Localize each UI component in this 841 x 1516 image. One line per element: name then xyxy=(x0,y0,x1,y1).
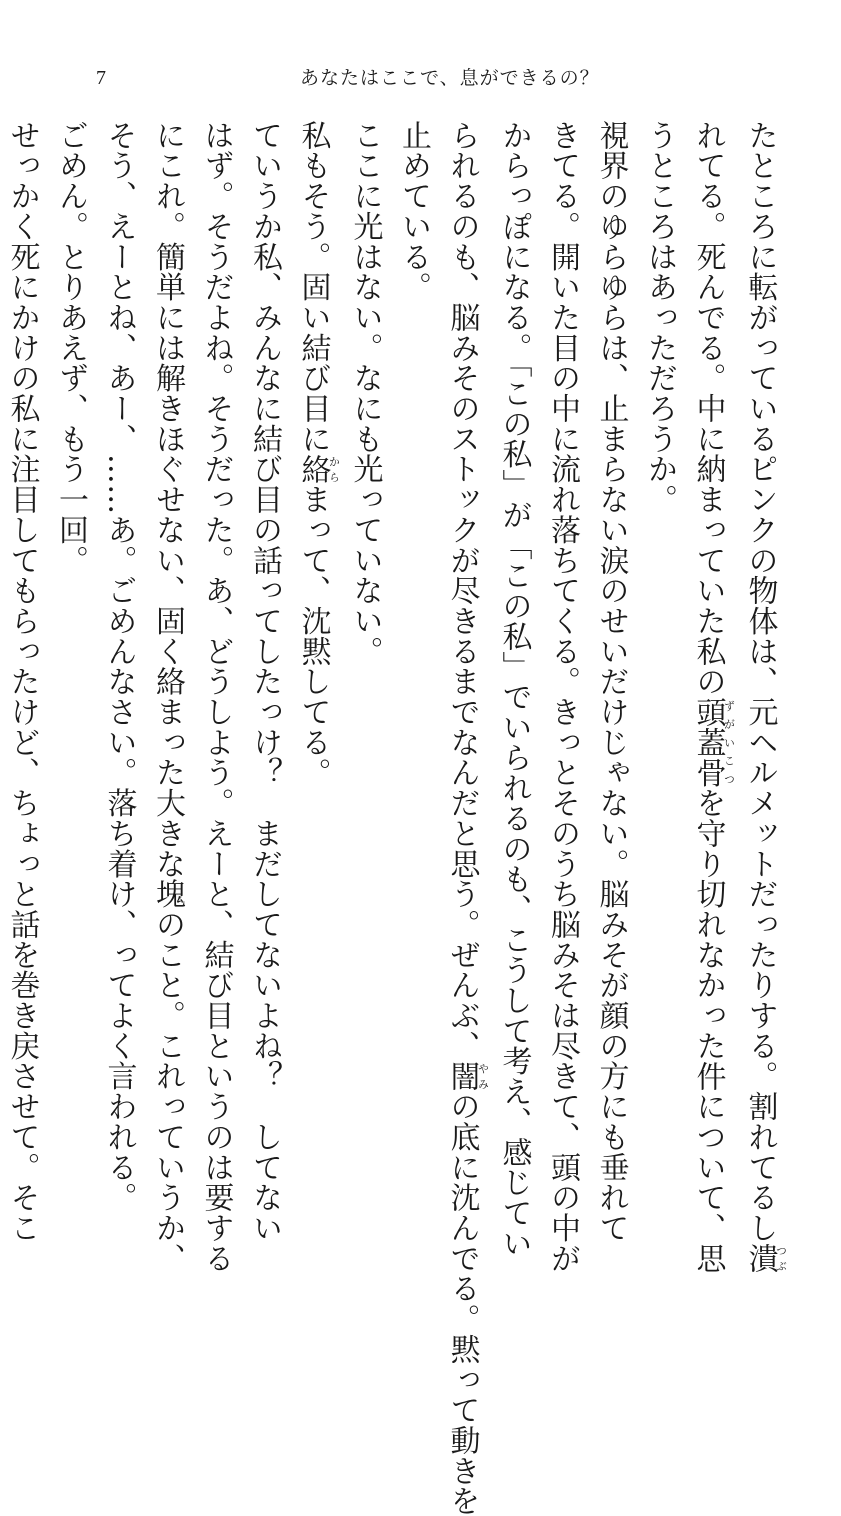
text-line-11: ていうか私、みんなに結び目の話ってしたっけ？ まだしてないよね？ してない xyxy=(247,120,282,1243)
text-line-8: 止めている。 xyxy=(396,120,431,303)
text-line-2: れてる。死んでる。中に納まっていた私の頭蓋骨ずがいこつを守り切れなかった件について、思 xyxy=(690,120,736,1274)
text-line-12: はず。そうだよね。そうだった。あ、どうしよう。えーと、結び目というのは要する xyxy=(198,120,234,1274)
text-line-13: にこれ。簡単には解きほぐせない、固く絡まった大きな塊のこと。これっていうか、 xyxy=(150,120,185,1274)
text-line-14: そう、えーとね、あー、……あ。ごめんなさい。落ち着け、ってよく言われる。 xyxy=(101,120,137,1213)
text-line-1: たところに転がっているピンクの物体は、元ヘルメットだったりする。割れてるし潰つぶ xyxy=(742,120,788,1274)
text-line-7: られるのも、脳みそのストックが尽きるまでなんだと思う。ぜんぶ、闇やみの底に沈んでる。黙って動きを xyxy=(444,120,490,1516)
ruby-yami: 闇やみ xyxy=(444,1060,490,1092)
text-line-16: せっかく死にかけの私に注目してもらったけど、ちょっと話を巻き戻させて。そこ xyxy=(4,120,40,1243)
page-number: 7 xyxy=(96,67,106,89)
ruby-tsubu: 潰つぶ xyxy=(742,1242,788,1274)
text-line-15: ごめん。とりあえず、もう一回。 xyxy=(53,120,88,576)
text-line-4: 視界のゆらゆらは、止まらない涙のせいだけじゃない。脳みそが顔の方にも垂れて xyxy=(593,120,629,1243)
text-line-3: うところはあっただろうか。 xyxy=(642,120,677,515)
text-line-10: 私もそう。固い結び目に絡からまって、沈黙してる。 xyxy=(295,120,341,788)
ruby-kara: 絡から xyxy=(295,453,341,485)
ruby-zugaikotsu: 頭蓋骨ずがいこつ xyxy=(690,696,736,788)
text-line-5: きてる。開いた目の中に流れ落ちてくる。きっとそのうち脳みそは尽きて、頭の中が xyxy=(545,120,580,1274)
novel-body-text xyxy=(0,120,788,1516)
running-title: あなたはここで、息ができるの？ xyxy=(300,67,600,89)
text-line-9: ここに光はない。なにも光っていない。 xyxy=(347,120,383,667)
text-line-6: からっぽになる。「この私」が「この私」でいられるのも、こうして考え、感じてい xyxy=(496,120,532,1259)
